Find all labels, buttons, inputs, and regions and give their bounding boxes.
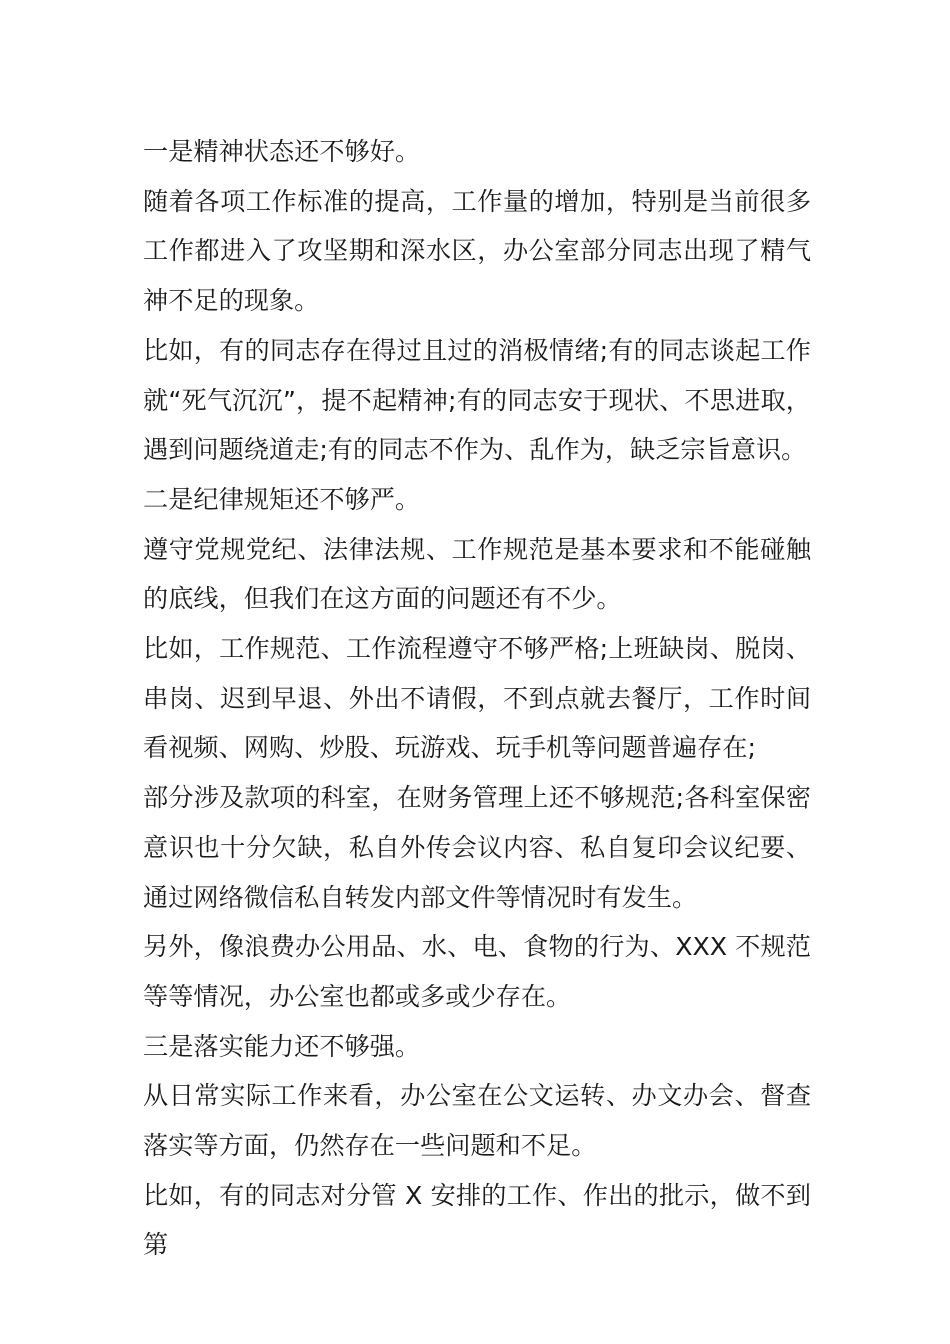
paragraph: 比如，工作规范、工作流程遵守不够严格;上班缺岗、脱岗、串岗、迟到早退、外出不请假，不到点就去餐厅，工作时间看视频、网购、炒股、玩游戏、玩手机等问题普遍存在; — [143, 634, 811, 763]
paragraph: 另外，像浪费办公用品、水、电、食物的行为、XXX 不规范等等情况，办公室也都或多或少存在。 — [143, 932, 811, 1011]
document-body — [143, 127, 811, 1270]
paragraph: 部分涉及款项的科室，在财务管理上还不够规范;各科室保密意识也十分欠缺，私自外传会议内容、私自复印会议纪要、通过网络微信私自转发内部文件等情况时有发生。 — [143, 783, 811, 912]
paragraph: 遵守党规党纪、法律法规、工作规范是基本要求和不能碰触的底线，但我们在这方面的问题还有不少。 — [143, 534, 811, 614]
heading-point-three: 三是落实能力还不够强。 — [143, 1031, 421, 1061]
heading-point-one: 一是精神状态还不够好。 — [143, 137, 421, 166]
heading-point-two: 二是纪律规矩还不够严。 — [143, 484, 421, 514]
paragraph: 随着各项工作标准的提高，工作量的增加，特别是当前很多工作都进入了攻坚期和深水区，办公室部分同志出现了精气神不足的现象。 — [143, 186, 811, 316]
paragraph: 比如，有的同志存在得过且过的消极情绪;有的同志谈起工作就“死气沉沉”，提不起精神;有的同志安于现状、不思进取，遇到问题绕道走;有的同志不作为、乱作为，缺乏宗旨意识。 — [143, 335, 811, 465]
paragraph: 从日常实际工作来看，办公室在公文运转、办文办会、督查落实等方面，仍然存在一些问题和不足。 — [143, 1081, 811, 1161]
paragraph: 比如，有的同志对分管 X 安排的工作、作出的批示，做不到第 — [143, 1180, 811, 1260]
